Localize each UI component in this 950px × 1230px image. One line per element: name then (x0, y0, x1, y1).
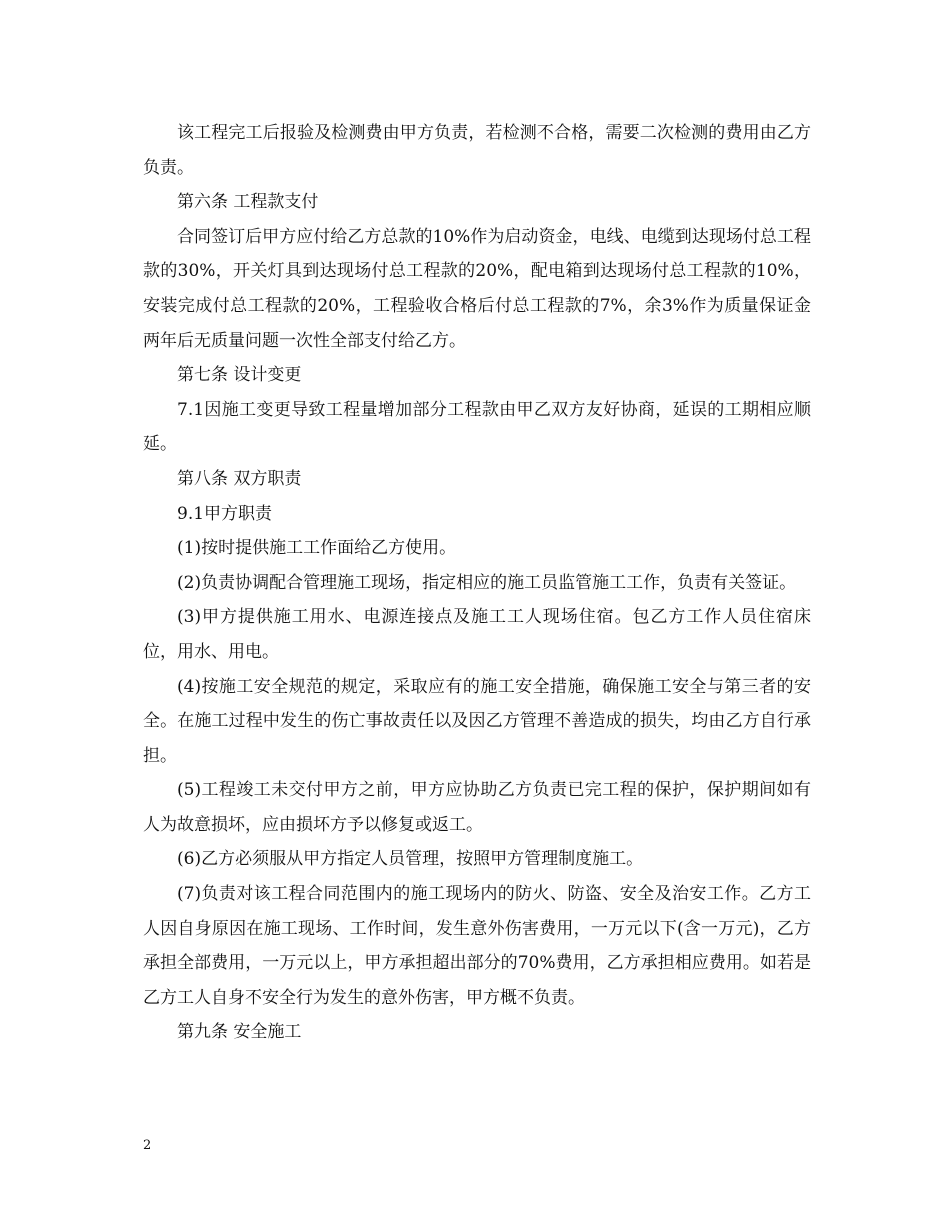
list-item-duty-6: (6)乙方必须服从甲方指定人员管理，按照甲方管理制度施工。 (177, 849, 644, 870)
list-item-duty-2: (2)负责协调配合管理施工现场，指定相应的施工员监管施工工作，负责有关签证。 (177, 572, 797, 593)
paragraph-design-change: 7.1因施工变更导致工程量增加部分工程款由甲乙双方友好协商，延误的工期相应顺延。 (143, 399, 811, 455)
document-body (143, 116, 811, 1050)
list-item-duty-7: (7)负责对该工程合同范围内的施工现场内的防火、防盗、安全及治安工作。乙方工人因自身原因在施工现场、工作时间，发生意外伤害费用，一万元以下(含一万元)，乙方承担全部费用，一万元以上，甲方承担超出部分的70%费用，乙方承担相应费用。如若是乙方工人自身不安全行为发生的意外伤害，甲方概不负责。 (143, 884, 811, 1008)
list-item-duty-1: (1)按时提供施工工作面给乙方使用。 (177, 538, 457, 559)
heading-article-6: 第六条 工程款支付 (177, 192, 319, 213)
heading-article-8: 第八条 双方职责 (177, 468, 302, 489)
heading-article-7: 第七条 设计变更 (177, 365, 302, 386)
heading-party-a-duties: 9.1甲方职责 (177, 503, 273, 524)
paragraph-inspection-fees: 该工程完工后报验及检测费由甲方负责，若检测不合格，需要二次检测的费用由乙方负责。 (143, 123, 811, 178)
list-item-duty-4: (4)按施工安全规范的规定，采取应有的施工安全措施，确保施工安全与第三者的安全。在施工过程中发生的伤亡事故责任以及因乙方管理不善造成的损失，均由乙方自行承担。 (143, 676, 811, 766)
page-number: 2 (143, 1138, 152, 1153)
list-item-duty-5: (5)工程竣工未交付甲方之前，甲方应协助乙方负责已完工程的保护，保护期间如有人为故意损坏，应由损坏方予以修复或返工。 (143, 780, 811, 835)
paragraph-payment-terms: 合同签订后甲方应付给乙方总款的10%作为启动资金，电线、电缆到达现场付总工程款的30%，开关灯具到达现场付总工程款的20%，配电箱到达现场付总工程款的10%，安装完成付总工程款的20%，工程验收合格后付总工程款的7%，余3%作为质量保证金两年后无质量问题一次性全部支付给乙方。 (143, 226, 811, 351)
list-item-duty-3: (3)甲方提供施工用水、电源连接点及施工工人现场住宿。包乙方工作人员住宿床位，用水、用电。 (143, 607, 811, 662)
heading-article-9: 第九条 安全施工 (177, 1022, 302, 1043)
